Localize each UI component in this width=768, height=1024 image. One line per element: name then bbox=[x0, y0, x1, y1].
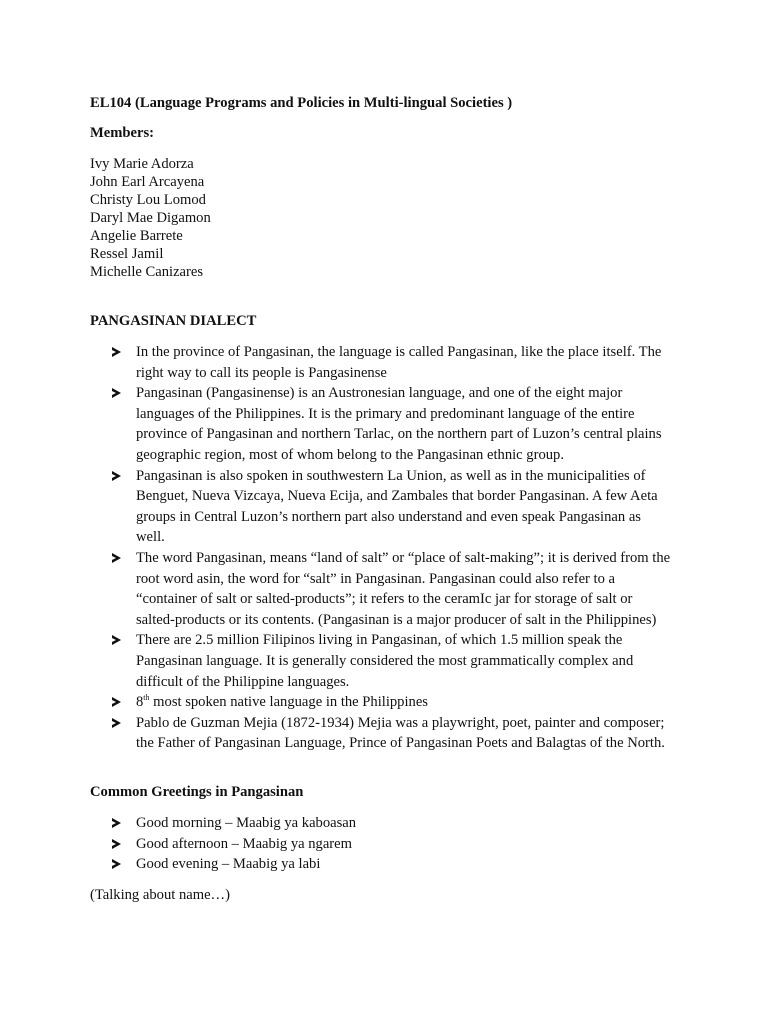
dialect-section-title: PANGASINAN DIALECT bbox=[90, 313, 257, 329]
dialect-bullet-list bbox=[112, 342, 672, 754]
list-item bbox=[112, 630, 672, 692]
bullet-text: In the province of Pangasinan, the language is called Pangasinan, like the place itself. The right way to call its people is Pangasinense bbox=[136, 344, 662, 381]
member-name: Christy Lou Lomod bbox=[90, 192, 206, 208]
arrow-bullet-icon bbox=[112, 548, 126, 571]
bullet-text: Pangasinan (Pangasinense) is an Austronesian language, and one of the eight major languages of the Philippines. It is the primary and predominant language of the entire province of Pangasinan and northern Tarlac, on the northern part of Luzon’s central plains geographic region, most of whom belong to the Pangasinan ethnic group. bbox=[136, 385, 662, 463]
greeting-text: Good afternoon – Maabig ya ngarem bbox=[136, 835, 352, 852]
greeting-text: Good evening – Maabig ya labi bbox=[136, 856, 321, 873]
member-name: Ivy Marie Adorza bbox=[90, 156, 194, 172]
arrow-bullet-icon bbox=[112, 342, 126, 365]
closing-note: (Talking about name…) bbox=[90, 887, 231, 903]
member-name: John Earl Arcayena bbox=[90, 174, 205, 190]
list-item bbox=[112, 383, 672, 465]
greetings-bullet-list bbox=[112, 813, 672, 875]
greeting-text: Good morning – Maabig ya kaboasan bbox=[136, 815, 357, 831]
bullet-text: Pablo de Guzman Mejia (1872-1934) Mejia was a playwright, poet, painter and composer; the Father of Pangasinan Language, Prince of Pangasinan Poets and Balagtas of the North. bbox=[136, 714, 665, 752]
member-name: Ressel Jamil bbox=[90, 246, 164, 262]
list-item bbox=[112, 692, 672, 713]
arrow-bullet-icon bbox=[112, 630, 126, 653]
greetings-section-title: Common Greetings in Pangasinan bbox=[90, 784, 304, 800]
arrow-bullet-icon bbox=[112, 466, 126, 489]
rank-text: most spoken native language in the Philippines bbox=[149, 694, 428, 711]
member-name: Michelle Canizares bbox=[90, 264, 204, 280]
members-list bbox=[90, 155, 211, 281]
bullet-text: There are 2.5 million Filipinos living in Pangasinan, of which 1.5 million speak the Pangasinan language. It is generally considered the most grammatically complex and difficult of the Philippine languages. bbox=[136, 632, 634, 690]
arrow-bullet-icon bbox=[112, 813, 126, 836]
rank-number: 8 bbox=[136, 694, 144, 711]
member-name: Daryl Mae Digamon bbox=[90, 210, 211, 226]
list-item bbox=[112, 813, 672, 834]
arrow-bullet-icon bbox=[112, 834, 126, 857]
bullet-text: The word Pangasinan, means “land of salt” or “place of salt-making”; it is derived from the root word asin, the word for “salt” in Pangasinan. Pangasinan could also refer to a “container of salt or salted-products”; it refers to the ceramIc jar for storage of salt or salted-products or its contents. (Pangasinan is a major producer of salt in the Philippines) bbox=[136, 549, 671, 628]
list-item bbox=[112, 713, 672, 754]
arrow-bullet-icon bbox=[112, 692, 126, 715]
arrow-bullet-icon bbox=[112, 713, 126, 736]
members-heading: Members: bbox=[90, 125, 155, 141]
list-item bbox=[112, 342, 672, 383]
member-name: Angelie Barrete bbox=[90, 228, 183, 244]
list-item bbox=[112, 466, 672, 548]
arrow-bullet-icon bbox=[112, 383, 126, 406]
rank-suffix: th bbox=[143, 693, 150, 703]
arrow-bullet-icon bbox=[112, 854, 126, 877]
list-item bbox=[112, 854, 672, 875]
course-title: EL104 (Language Programs and Policies in Multi-lingual Societies ) bbox=[90, 95, 513, 111]
bullet-text: Pangasinan is also spoken in southwestern La Union, as well as in the municipalities of Benguet, Nueva Vizcaya, Nueva Ecija, and Zambales that border Pangasinan. A few Aeta groups in Central Luzon’s northern part also understand and even speak Pangasinan as well. bbox=[136, 467, 658, 546]
list-item bbox=[112, 834, 672, 855]
list-item bbox=[112, 548, 672, 630]
